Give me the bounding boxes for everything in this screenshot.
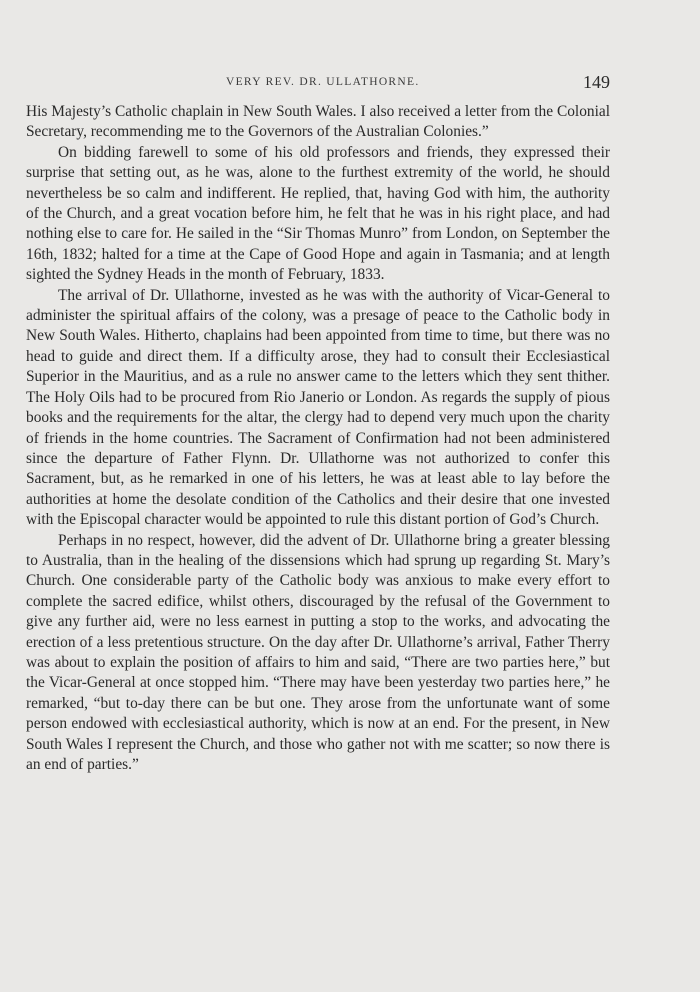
body-text — [26, 102, 610, 775]
running-title: VERY REV. DR. ULLATHORNE. — [226, 76, 420, 88]
page-number: 149 — [583, 72, 610, 92]
paragraph: The arrival of Dr. Ullathorne, invested as he was with the authority of Vicar-General to administer the spiritual affairs of the colony, was a presage of peace to the Catholic body in New South Wales. Hitherto, chaplains had been appointed from time to time, but there was no head to guide and direct them. If a difficulty arose, they had to consult their Ecclesiastical Superior in the Mauritius, and as a rule no answer came to the letters which they sent thither. The Holy Oils had to be procured from Rio Janerio or London. As regards the supply of pious books and the requirements for the altar, the clergy had to depend very much upon the charity of friends in the home countries. The Sacrament of Confirmation had not been administered since the departure of Father Flynn. Dr. Ullathorne was not authorized to confer this Sacrament, but, as he remarked in one of his letters, he was at least able to lay before the authorities at home the desolate condition of the Catholics and their desire that one invested with the Episcopal character would be appointed to rule this distant portion of God’s Church. — [26, 286, 610, 529]
paragraph: His Majesty’s Catholic chaplain in New South Wales. I also received a letter from the Colonial Secretary, recommending me to the Governors of the Australian Colonies.” — [26, 103, 610, 141]
running-head — [26, 72, 610, 96]
paragraph: Perhaps in no respect, however, did the advent of Dr. Ullathorne bring a greater blessing to Australia, than in the healing of the dissensions which had sprung up regarding St. Mary’s Church. One considerable party of the Catholic body was anxious to make every effort to complete the sacred edifice, whilst others, discouraged by the refusal of the Government to give any further aid, were no less earnest in putting a stop to the works, and advocating the erection of a less pretentious structure. On the day after Dr. Ullathorne’s arrival, Father Therry was about to explain the position of affairs to him and said, “There are two parties here,” but the Vicar-General at once stopped him. “There may have been yesterday two parties here,” he remarked, “but to-day there can be but one. They arose from the unfortunate want of some person endowed with ecclesiastical authority, which is now at an end. For the present, in New South Wales I represent the Church, and those who gather not with me scatter; so now there is an end of parties.” — [26, 531, 610, 773]
paragraph: On bidding farewell to some of his old professors and friends, they expressed their surprise that setting out, as he was, alone to the furthest extremity of the world, he should nevertheless be so calm and indifferent. He replied, that, having God with him, the authority of the Church, and a great vocation before him, he felt that he was in his right place, and had nothing else to care for. He sailed in the “Sir Thomas Munro” from London, on September the 16th, 1832; halted for a time at the Cape of Good Hope and again in Tasmania; and at length sighted the Sydney Heads in the month of February, 1833. — [26, 143, 610, 284]
